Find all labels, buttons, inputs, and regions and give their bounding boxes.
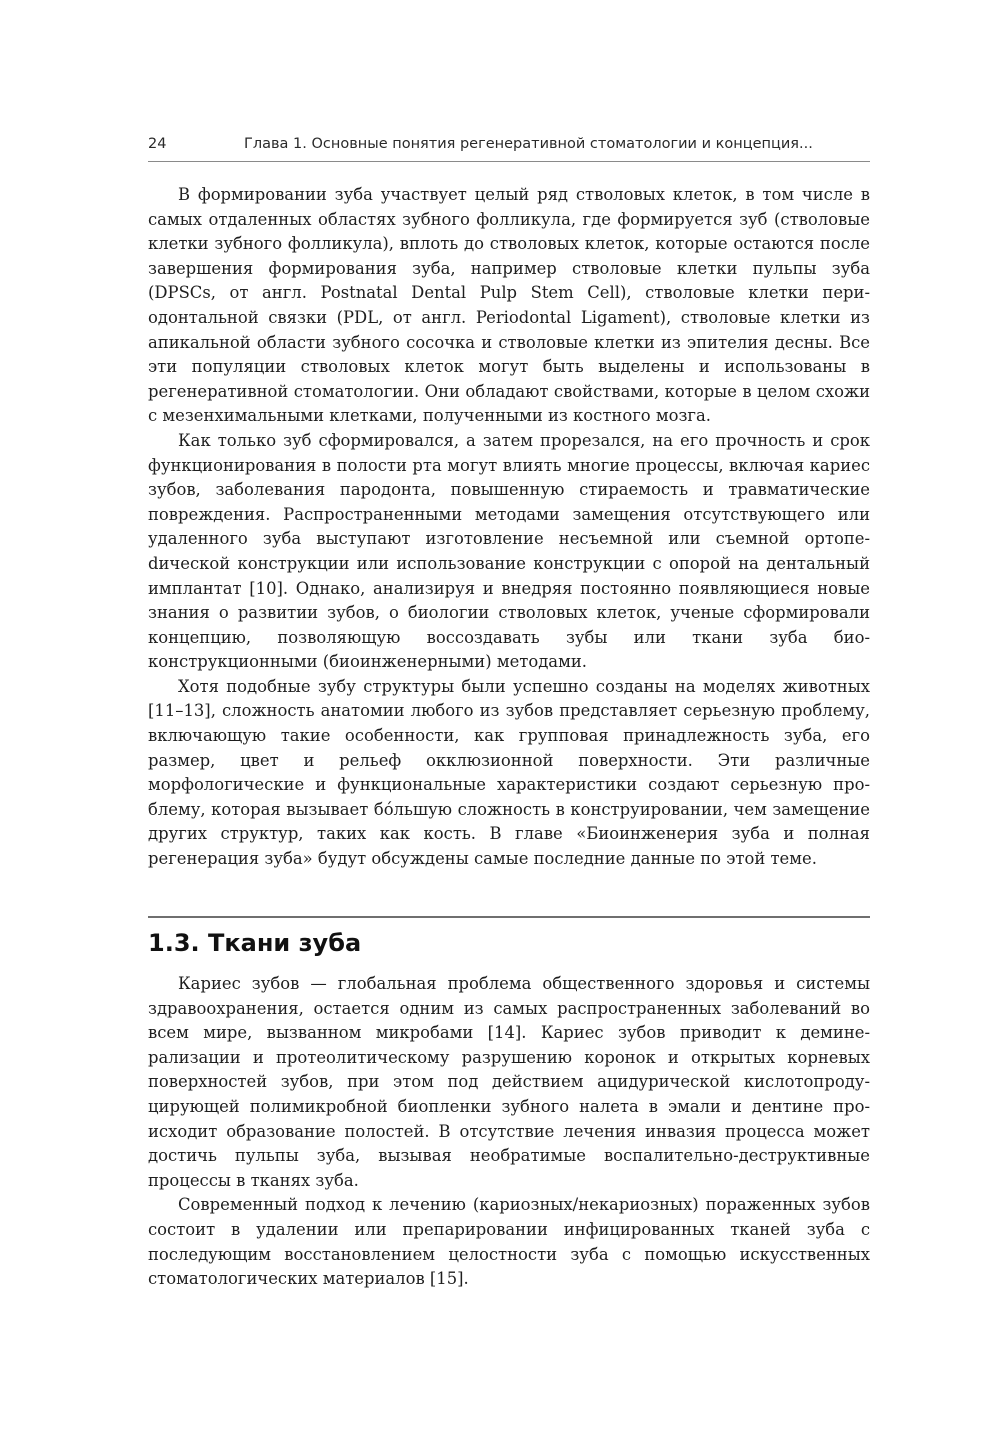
body-text [148,183,870,872]
paragraph: Хотя подобные зубу структуры были успешно созданы на моделях животных [11–13], сложность анатомии любого из зубов представляет серьезную проблему, включающую такие особенности, как групповая принадлежность зуба, его размер, цвет и рельеф окклюзионной поверхности. Эти различные морфологические и функциональные характеристики создают серьезную проблему, которая вызывает бóльшую сложность в конструировании, чем замещение других структур, таких как кость. В главе «Биоинженерия зуба и полная регенерация зуба» будут обсуждены самые последние данные по этой теме. [148,676,870,869]
section-body-text [148,972,870,1292]
paragraph: Как только зуб сформировался, а затем прорезался, на его прочность и срок функционирования в полости рта могут влиять многие процессы, включая кариес зубов, заболевания пародонта, повышенную стираемость и травматические повреждения. Распространенными методами замещения отсутствующего или удаленного зуба выступают изготовление несъемной или съемной ортопеdической конструкции или использование конструкции с опорой на дентальный имплантат [10]. Однако, анализируя и внедряя постоянно появляющиеся новые знания о развитии зубов, о биологии стволовых клеток, ученые сформировали концепцию, позволяющую воссоздавать зубы или ткани зуба биоконструкционными (биоинженерными) методами. [148,430,870,672]
paragraph: Кариес зубов — глобальная проблема общественного здоровья и системы здравоохранения, остается одним из самых распространенных заболеваний во всем мире, вызванном микробами [14]. Кариес зубов приводит к деминерализации и протеолитическому разрушению коронок и открытых корневых поверхностей зубов, при этом под действием ацидурической кислотопродуцирующей полимикробной биопленки зубного налета в эмали и дентине происходит образование полостей. В отсутствие лечения инвазия процесса может достичь пульпы зуба, вызывая необратимые воспалительно-деструктивные процессы в тканях зуба. [148,974,870,1190]
paragraph: В формировании зуба участвует целый ряд стволовых клеток, в том числе в самых отдаленных областях зубного фолликула, где формируется зуб (стволовые клетки зубного фолликула), вплоть до стволовых клеток, которые остаются после завершения формирования зуба, например стволовые клетки пульпы зуба (DPSCs, от англ. Postnatal Dental Pulp Stem Cell), стволовые клетки периодонтальной связки (PDL, от англ. Periodontal Ligament), стволовые клетки из апикальной области зубного сосочка и стволовые клетки из эпителия десны. Все эти популяции стволовых клеток могут быть выделены и использованы в регенеративной стоматологии. Они обладают свойствами, которые в целом схожи с мезенхимальными клетками, полученными из костного мозга. [148,185,870,426]
page-number: 24 [148,136,167,152]
section-heading: 1.3. Ткани зуба [148,929,362,957]
running-head [148,133,870,162]
paragraph: Современный подход к лечению (кариозных/некариозных) пораженных зубов состоит в удалении или препарировании инфицированных тканей зуба с последующим восстановлением целостности зуба с помощью искусственных стоматологических материалов [15]. [148,1195,870,1289]
chapter-title: Глава 1. Основные понятия регенеративной стоматологии и концепция... [244,136,813,152]
section-divider [148,916,870,918]
